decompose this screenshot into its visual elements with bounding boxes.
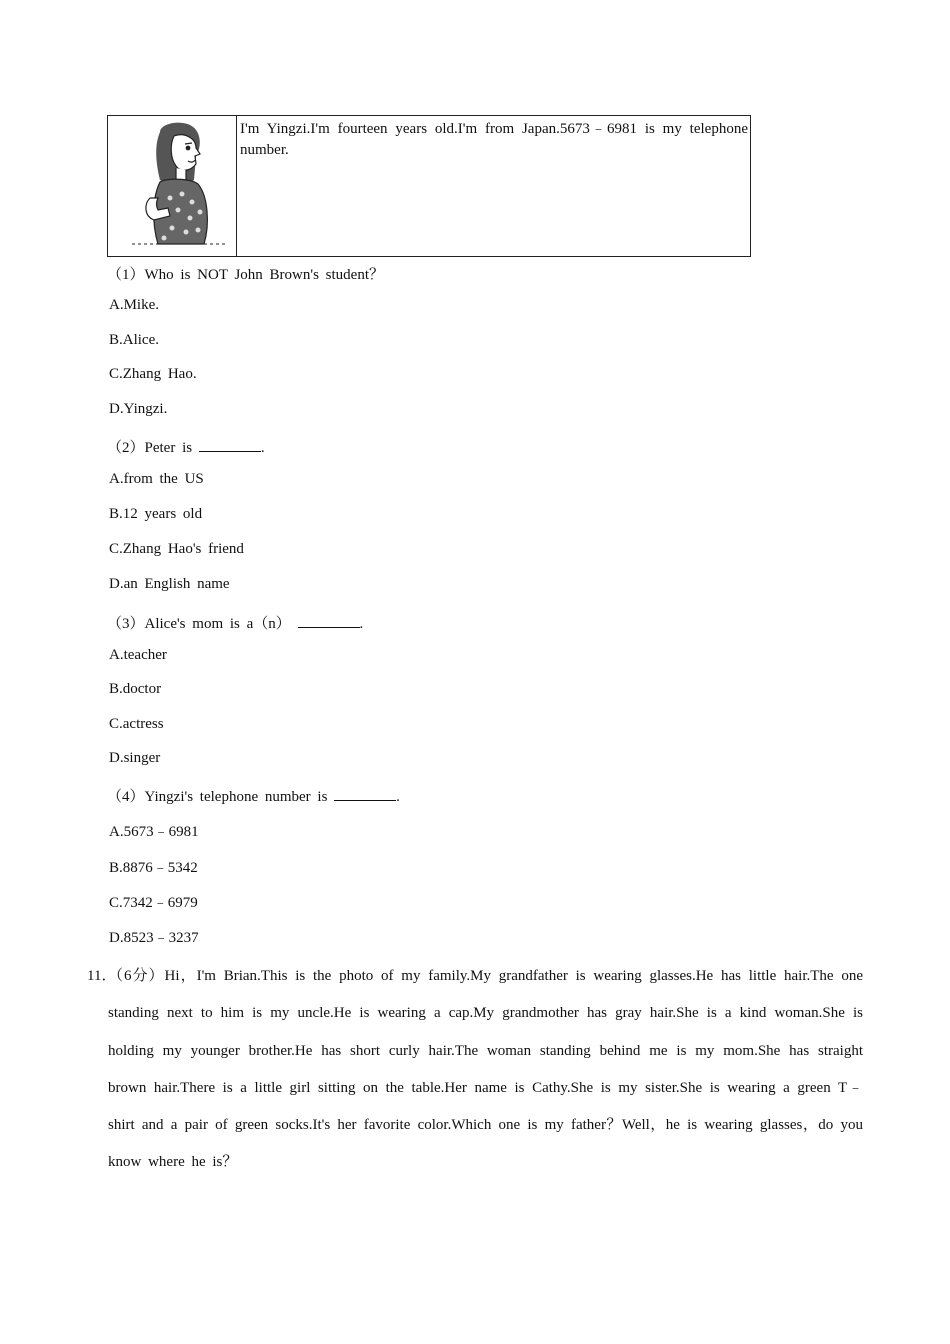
intro-table [107, 115, 751, 257]
answer-blank [298, 615, 360, 628]
q1-option-b: B.Alice. [109, 332, 159, 348]
intro-text: I'm Yingzi.I'm fourteen years old.I'm from Japan.5673﹣6981 is my telephone number. [240, 121, 748, 158]
q1-option-a: A.Mike. [109, 297, 159, 313]
q4-option-a: A.5673﹣6981 [109, 824, 199, 840]
q3-option-b: B.doctor [109, 681, 162, 697]
q3-option-a: A.teacher [109, 647, 167, 663]
q2-option-a: A.from the US [109, 471, 204, 487]
answer-blank [334, 788, 396, 801]
q1-option-c: C.Zhang Hao. [109, 366, 197, 382]
q2-option-c: C.Zhang Hao's friend [109, 541, 244, 557]
q1-option-d: D.Yingzi. [109, 401, 168, 417]
question-4-stem: （4）Yingzi's telephone number is . [107, 789, 400, 805]
q4-option-b: B.8876﹣5342 [109, 860, 198, 876]
photo-cell [108, 116, 237, 256]
q2-option-b: B.12 years old [109, 506, 203, 522]
q4-option-c: C.7342﹣6979 [109, 895, 198, 911]
q4-option-d: D.8523﹣3237 [109, 930, 199, 946]
q2-option-d: D.an English name [109, 576, 230, 592]
q3-option-d: D.singer [109, 750, 161, 766]
question-3-stem: （3）Alice's mom is a（n） . [107, 616, 364, 632]
answer-blank [199, 439, 261, 452]
girl-illustration [130, 120, 230, 250]
question-11-number: 11． [87, 968, 117, 984]
question-11-passage: （6分）Hi，I'm Brian.This is the photo of my family.My grandfather is wearing glasses.He has little hair.The one standing next to him is my uncle.He is wearing a cap.My grandmother has gray hair.She is a kind woman.She is holding my younger brother.He has short curly hair.The woman standing behind me is my mom.She has straight brown hair.There is a little girl sitting on the table.Her name is Cathy.She is my sister.She is wearing a green T﹣shirt and a pair of green socks.It's her favorite color.Which one is my father？Well，he is wearing glasses，do you know where he is？ [108, 968, 863, 1171]
q3-option-c: C.actress [109, 716, 164, 732]
question-1-stem: （1）Who is NOT John Brown's student？ [107, 267, 385, 283]
question-2-stem: （2）Peter is . [107, 440, 265, 456]
